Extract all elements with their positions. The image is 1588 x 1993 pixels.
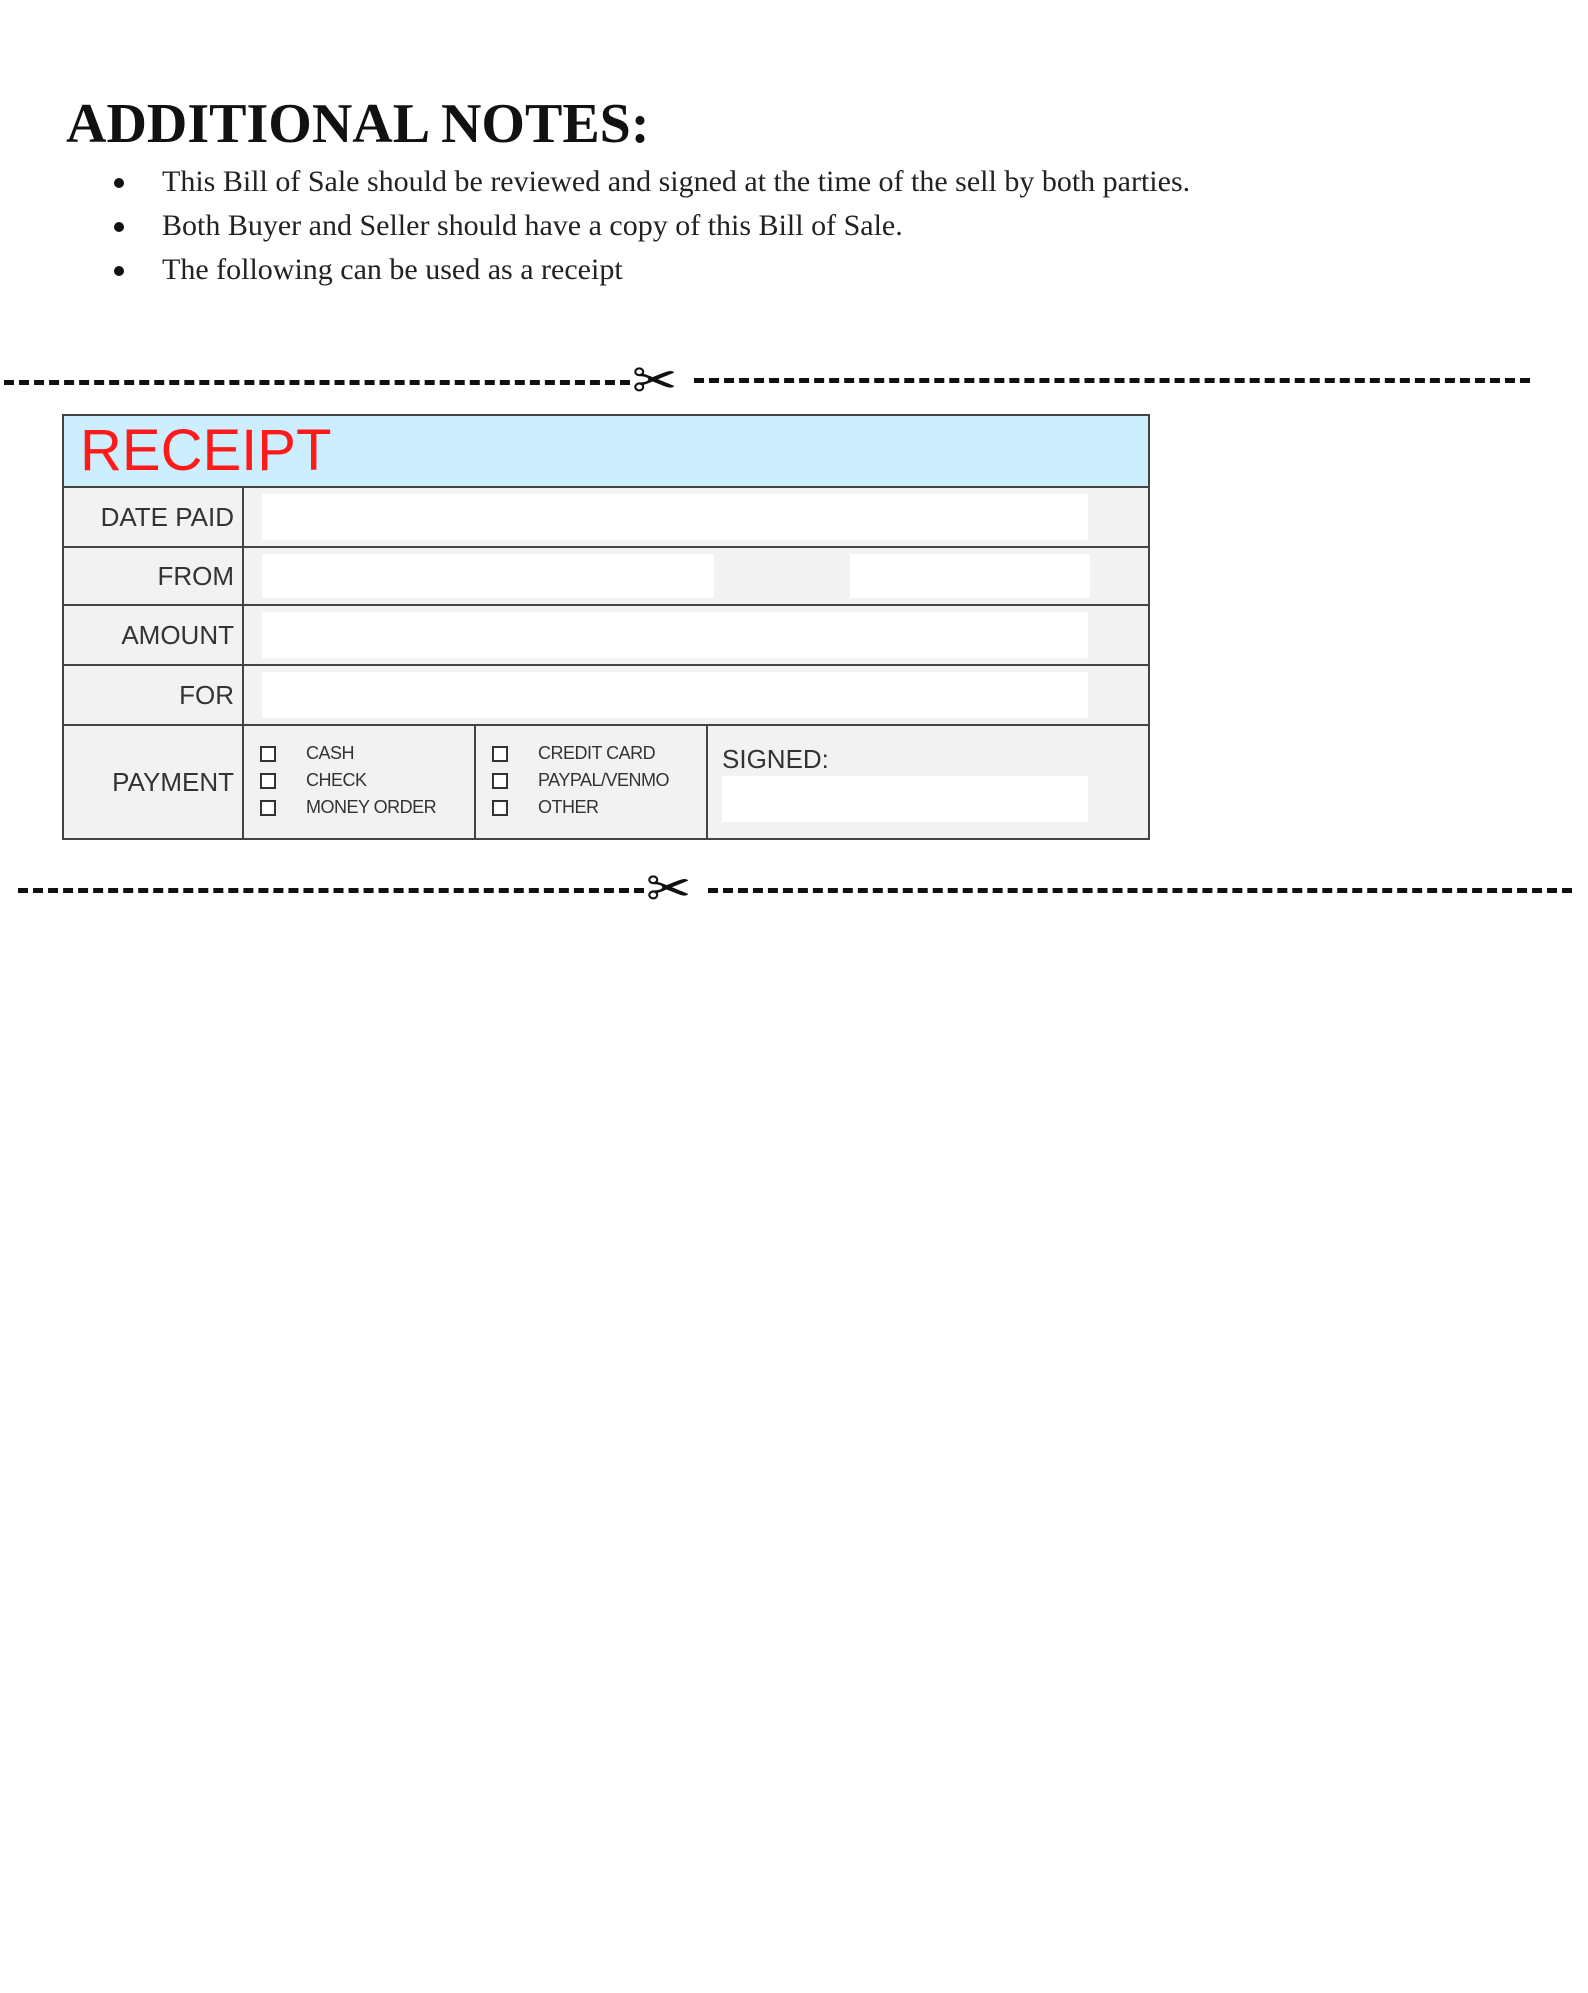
payment-option-label: MONEY ORDER: [306, 797, 437, 817]
payment-option-label: CREDIT CARD: [538, 743, 656, 763]
note-item: The following can be used as a receipt: [66, 248, 1190, 292]
payment-option[interactable]: [260, 794, 474, 821]
amount-row: [64, 606, 1148, 666]
cut-line-top: [0, 349, 1588, 412]
date-paid-label: DATE PAID: [64, 488, 244, 546]
notes-list: [66, 160, 1190, 292]
payment-option[interactable]: [260, 767, 474, 794]
payment-row: [64, 726, 1148, 838]
date-paid-row: [64, 488, 1148, 548]
receipt-title: RECEIPT: [80, 418, 332, 483]
scissors-icon: ✂: [646, 857, 692, 920]
amount-cell: [244, 606, 1148, 664]
from-label: FROM: [64, 548, 244, 604]
amount-label: AMOUNT: [64, 606, 244, 664]
checkbox-credit-card[interactable]: [492, 746, 508, 762]
cut-line-bottom: [0, 857, 1588, 920]
for-input[interactable]: [262, 672, 1088, 718]
amount-input[interactable]: [262, 612, 1088, 658]
receipt-form: [62, 414, 1150, 840]
checkbox-other[interactable]: [492, 800, 508, 816]
checkbox-paypal-venmo[interactable]: [492, 773, 508, 789]
payment-options-left: [244, 726, 476, 838]
scissors-icon: ✂: [632, 349, 678, 412]
signed-cell: [708, 726, 1148, 838]
checkbox-money-order[interactable]: [260, 800, 276, 816]
note-item: Both Buyer and Seller should have a copy of this Bill of Sale.: [66, 204, 1190, 248]
payment-label: PAYMENT: [64, 726, 244, 838]
payment-option[interactable]: [492, 767, 706, 794]
signature-input[interactable]: [722, 776, 1088, 822]
from-input-first[interactable]: [262, 554, 714, 598]
checkbox-cash[interactable]: [260, 746, 276, 762]
from-cell: [244, 548, 1148, 604]
from-row: [64, 548, 1148, 606]
payment-option-label: PAYPAL/VENMO: [538, 770, 670, 790]
date-paid-input[interactable]: [262, 494, 1088, 540]
receipt-header: [64, 416, 1148, 488]
signed-label: SIGNED:: [722, 744, 829, 774]
for-row: [64, 666, 1148, 726]
notes-title: ADDITIONAL NOTES:: [66, 93, 650, 155]
checkbox-check[interactable]: [260, 773, 276, 789]
date-paid-cell: [244, 488, 1148, 546]
from-input-second[interactable]: [850, 554, 1090, 598]
payment-option[interactable]: [260, 740, 474, 767]
for-cell: [244, 666, 1148, 724]
payment-option-label: OTHER: [538, 797, 599, 817]
payment-option[interactable]: [492, 794, 706, 821]
payment-option-label: CASH: [306, 743, 355, 763]
note-item: This Bill of Sale should be reviewed and signed at the time of the sell by both parties.: [66, 160, 1190, 204]
for-label: FOR: [64, 666, 244, 724]
payment-option[interactable]: [492, 740, 706, 767]
payment-option-label: CHECK: [306, 770, 367, 790]
payment-options-right: [476, 726, 708, 838]
